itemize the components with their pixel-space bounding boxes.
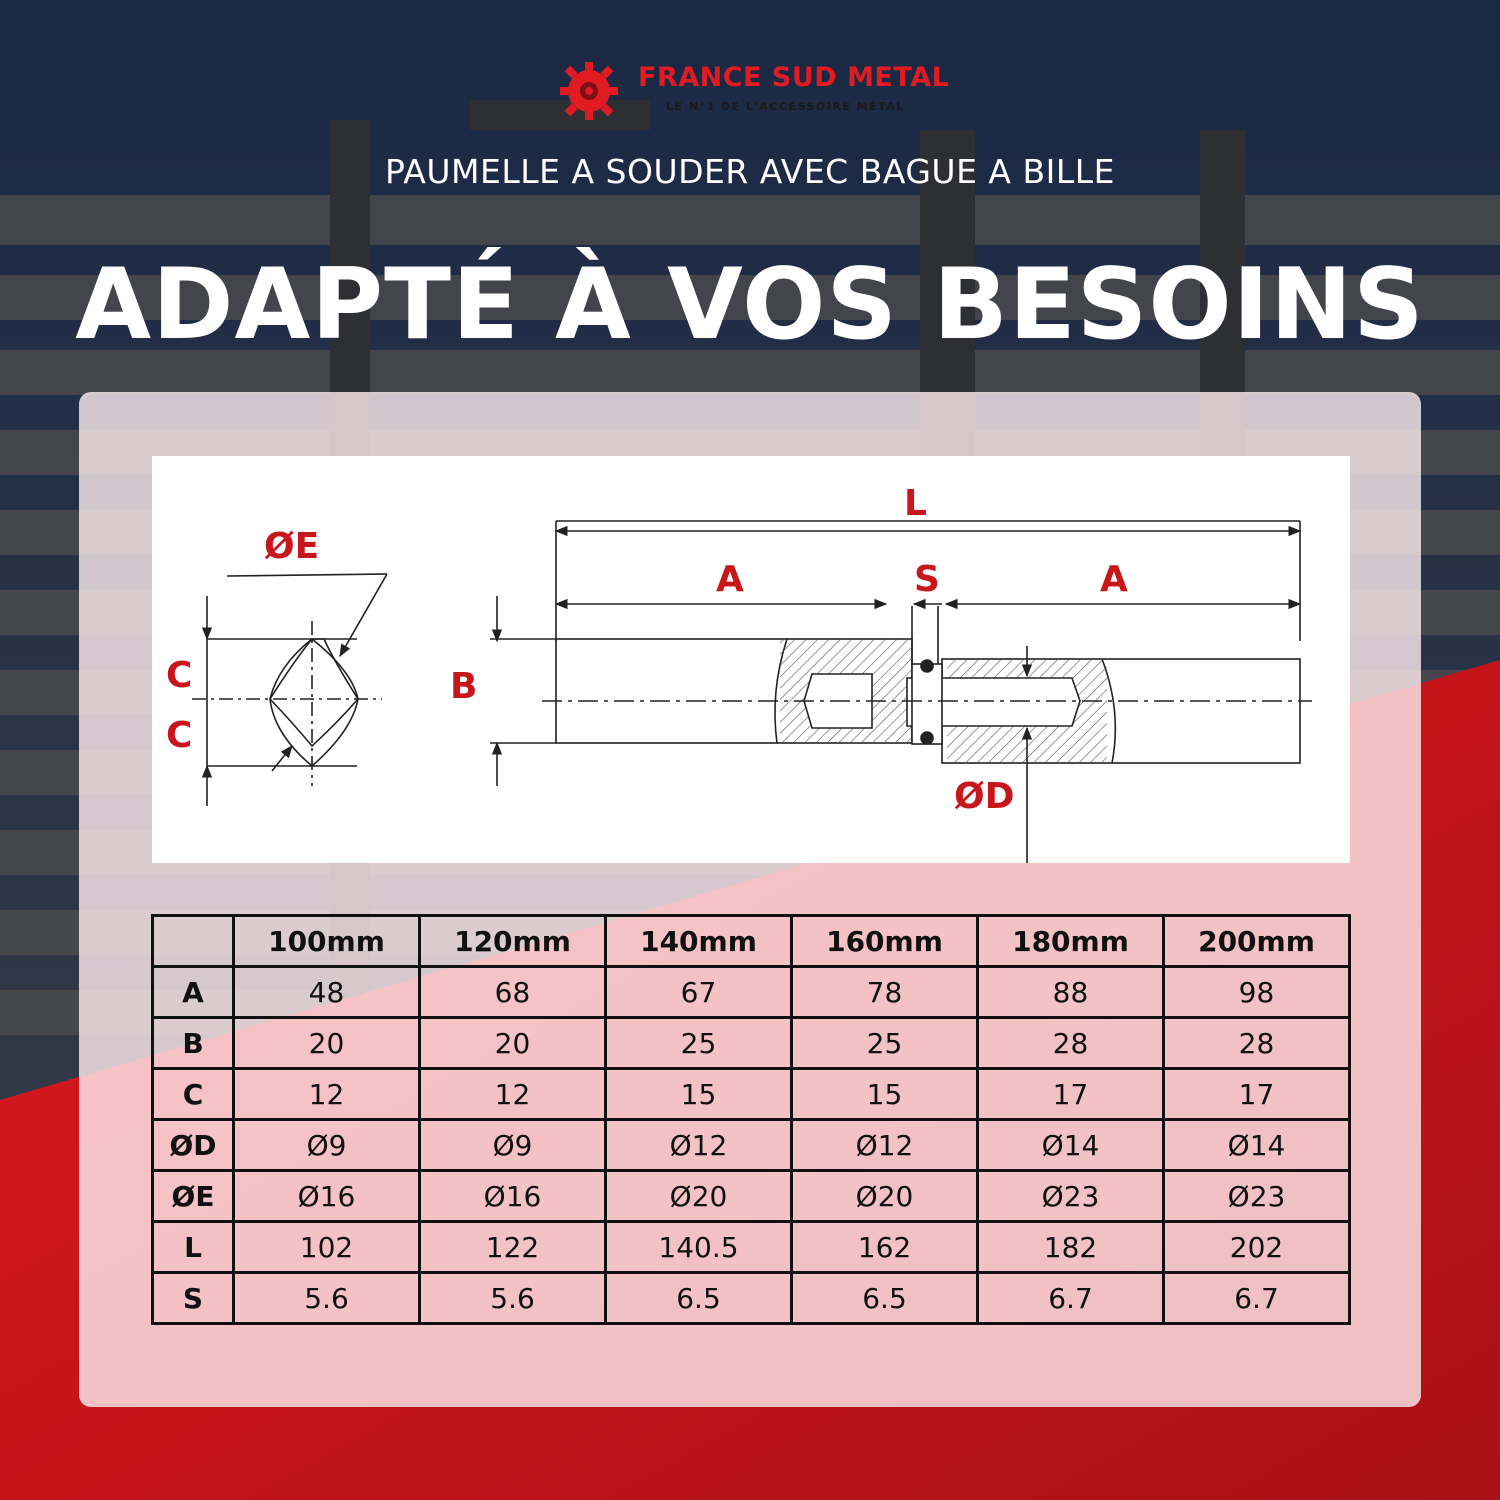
column-header: 180mm [978,916,1164,967]
row-header: ØD [153,1120,234,1171]
column-header: 140mm [606,916,792,967]
column-header: 100mm [234,916,420,967]
table-row [153,967,1350,1018]
hinge-drawing-svg [152,456,1350,863]
table-row [153,1222,1350,1273]
label-a-left: A [716,559,744,600]
table-cell: 25 [792,1018,978,1069]
table-cell: 48 [234,967,420,1018]
column-header: 160mm [792,916,978,967]
table-cell: 25 [606,1018,792,1069]
table-cell: Ø20 [792,1171,978,1222]
table-cell: Ø12 [792,1120,978,1171]
brand-tagline: LE N°1 DE L'ACCESSOIRE MÉTAL [666,100,905,113]
table-cell: Ø23 [978,1171,1164,1222]
row-header: C [153,1069,234,1120]
dimensions-table [151,914,1351,1325]
column-header: 200mm [1164,916,1350,967]
table-cell: Ø23 [1164,1171,1350,1222]
table-cell: 88 [978,967,1164,1018]
brand-logo [548,56,968,126]
table-cell: Ø14 [978,1120,1164,1171]
technical-drawing [152,456,1350,863]
table-cell: 20 [420,1018,606,1069]
table-cell: Ø16 [234,1171,420,1222]
table-cell: 5.6 [420,1273,606,1324]
row-header: A [153,967,234,1018]
brand-name: FRANCE SUD METAL [638,62,950,93]
row-header: S [153,1273,234,1324]
table-cell: 5.6 [234,1273,420,1324]
table-cell: Ø16 [420,1171,606,1222]
table-cell: Ø20 [606,1171,792,1222]
table-row [153,1018,1350,1069]
table-cell: 17 [978,1069,1164,1120]
table-cell: 6.5 [606,1273,792,1324]
table-cell: Ø9 [234,1120,420,1171]
table-cell: 67 [606,967,792,1018]
table-cell: 162 [792,1222,978,1273]
row-header: ØE [153,1171,234,1222]
table-cell: 12 [420,1069,606,1120]
table-cell: 102 [234,1222,420,1273]
table-cell: 182 [978,1222,1164,1273]
table-cell: 6.7 [978,1273,1164,1324]
row-header: L [153,1222,234,1273]
table-cell: 6.7 [1164,1273,1350,1324]
table-row [153,1069,1350,1120]
table-cell: 12 [234,1069,420,1120]
label-b: B [450,666,478,707]
table-cell: 6.5 [792,1273,978,1324]
table-cell: 15 [792,1069,978,1120]
label-phi-d: ØD [954,776,1015,817]
table-cell: 17 [1164,1069,1350,1120]
page-headline: ADAPTÉ À VOS BESOINS [75,248,1425,362]
table-row [153,1171,1350,1222]
table-row [153,1120,1350,1171]
label-a-right: A [1100,559,1128,600]
table-cell: 28 [978,1018,1164,1069]
table-cell: 98 [1164,967,1350,1018]
product-subtitle: PAUMELLE A SOUDER AVEC BAGUE A BILLE [385,152,1115,191]
table-cell: 122 [420,1222,606,1273]
table-header-row [153,916,1350,967]
row-header: B [153,1018,234,1069]
table-cell: 140.5 [606,1222,792,1273]
corner-cell [153,916,234,967]
table-cell: 20 [234,1018,420,1069]
table-cell: 68 [420,967,606,1018]
label-c-bottom: C [166,715,193,756]
label-c-top: C [166,655,193,696]
table-cell: Ø9 [420,1120,606,1171]
table-cell: 28 [1164,1018,1350,1069]
label-phi-e: ØE [264,526,320,567]
label-s: S [914,559,940,600]
table-row [153,1273,1350,1324]
gear-logo-icon [554,60,624,122]
table-cell: Ø12 [606,1120,792,1171]
column-header: 120mm [420,916,606,967]
table-cell: 15 [606,1069,792,1120]
table-cell: Ø14 [1164,1120,1350,1171]
label-l: L [904,483,927,524]
table-cell: 78 [792,967,978,1018]
table-cell: 202 [1164,1222,1350,1273]
